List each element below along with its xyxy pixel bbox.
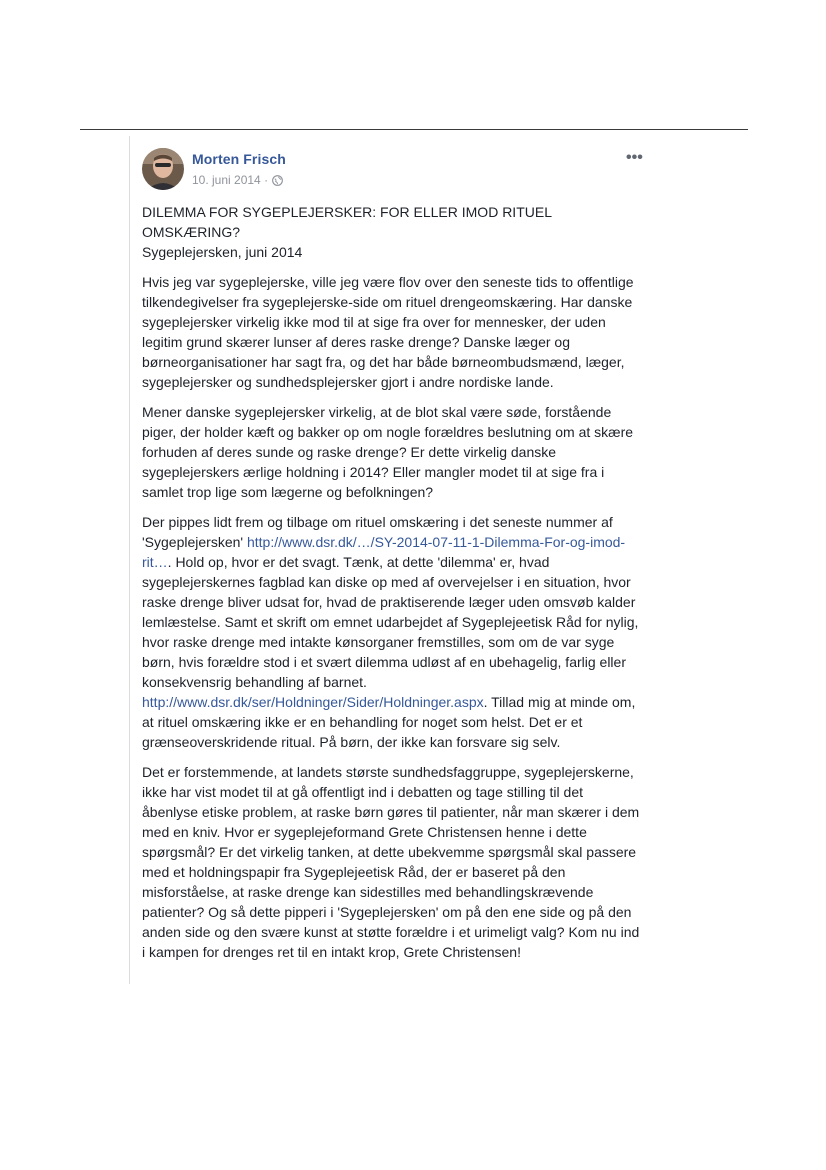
link-dsr-holdninger[interactable]: http://www.dsr.dk/ser/Holdninger/Sider/Holdninger.aspx	[142, 694, 484, 710]
post-author-name[interactable]: Morten Frisch	[192, 151, 286, 167]
paragraph-3-text-c: . Tillad mig at minde om, at rituel omskæring ikke er en behandling for noget som helst. Det er et grænseoverskridende ritual. På børn, der ikke kan forsvare sig selv.	[142, 694, 636, 750]
paragraph-3	[142, 512, 642, 752]
paragraph-2: Mener danske sygeplejersker virkelig, at de blot skal være søde, forstående piger, der holder kæft og bakker op om nogle forældres beslutning om at skære forhuden af deres sunde og raske drenge? Er dette virkelig danske sygeplejerskers ærlige holdning i 2014? Eller mangler modet til at sige fra i samlet trop lige som lægerne og befolkningen?	[142, 404, 634, 500]
post-header	[142, 146, 642, 194]
meta-separator: ·	[260, 173, 272, 187]
paragraph-4: Det er forstemmende, at landets største sundhedsfaggruppe, sygeplejerskerne, ikke har vist modet til at gå offentligt ind i debatten og tage stilling til det åbenlyse etiske problem, at raske børn gøres til patienter, når man skærer i dem med en kniv. Hvor er sygeplejeformand Grete Christensen henne i dette spørgsmål? Er det virkelig tanken, at dette ubekvemme spørgsmål skal passere med et holdningspapir fra Sygeplejeetisk Råd, der er baseret på den misforståelse, at raske drenge kan sidestilles med behandlingskrævende patienter? Og så dette pipperi i 'Sygeplejersken' om på den ene side og på den anden side og den svære kunst at støtte forældre i et urimeligt valg? Kom nu ind i kampen for drenges ret til en intakt krop, Grete Christensen!	[142, 764, 640, 960]
paragraph-1: Hvis jeg var sygeplejerske, ville jeg være flov over den seneste tids to offentlige tilkendegivelser fra sygeplejerske-side om rituel drengeomskæring. Har danske sygeplejersker virkelig ikke mod til at sige fra over for mennesker, der uden legitim grund skærer lunser af deres raske drenge? Danske læger og børneorganisationer har sagt fra, og det har både børneombudsmænd, læger, sygeplejersker og sundhedsplejersker gjort i andre nordiske lande.	[142, 274, 634, 390]
avatar[interactable]	[142, 148, 184, 190]
top-divider	[80, 129, 748, 130]
post-heading	[142, 202, 592, 262]
more-options-icon[interactable]: •••	[626, 149, 643, 166]
facebook-post	[142, 146, 642, 962]
post-source: Sygeplejersken, juni 2014	[142, 244, 303, 260]
paragraph-3-text-b: . Hold op, hvor er det svagt. Tænk, at dette 'dilemma' er, hvad sygeplejerskernes fagblad kan diske op med af overvejelser i en situation, hvor raske drenge bliver udsat for, hvad de praktiserende læger uden omsvøb kalder lemlæstelse. Samt et skrift om emnet udarbejdet af Sygeplejeetisk Råd for nylig, hvor raske drenge med intakte kønsorganer fremstilles, som om de var syge børn, hvis forældre stod i et svært dilemma udløst af en ubehagelig, farlig eller konsekvensrig behandling af barnet.	[142, 554, 639, 690]
post-meta	[192, 173, 283, 189]
link-dsr-dilemma[interactable]: http://www.dsr.dk/…/SY-2014-07-11-1-Dilemma-For-og-imod-rit…	[142, 534, 626, 570]
post-title: DILEMMA FOR SYGEPLEJERSKER: FOR ELLER IMOD RITUEL OMSKÆRING?	[142, 204, 552, 240]
paragraph-3-text-a: Der pippes lidt frem og tilbage om rituel omskæring i det seneste nummer af 'Sygeplejersken'	[142, 514, 613, 550]
post-left-border	[129, 136, 130, 984]
post-date[interactable]: 10. juni 2014	[192, 173, 261, 187]
globe-icon[interactable]	[272, 175, 283, 189]
